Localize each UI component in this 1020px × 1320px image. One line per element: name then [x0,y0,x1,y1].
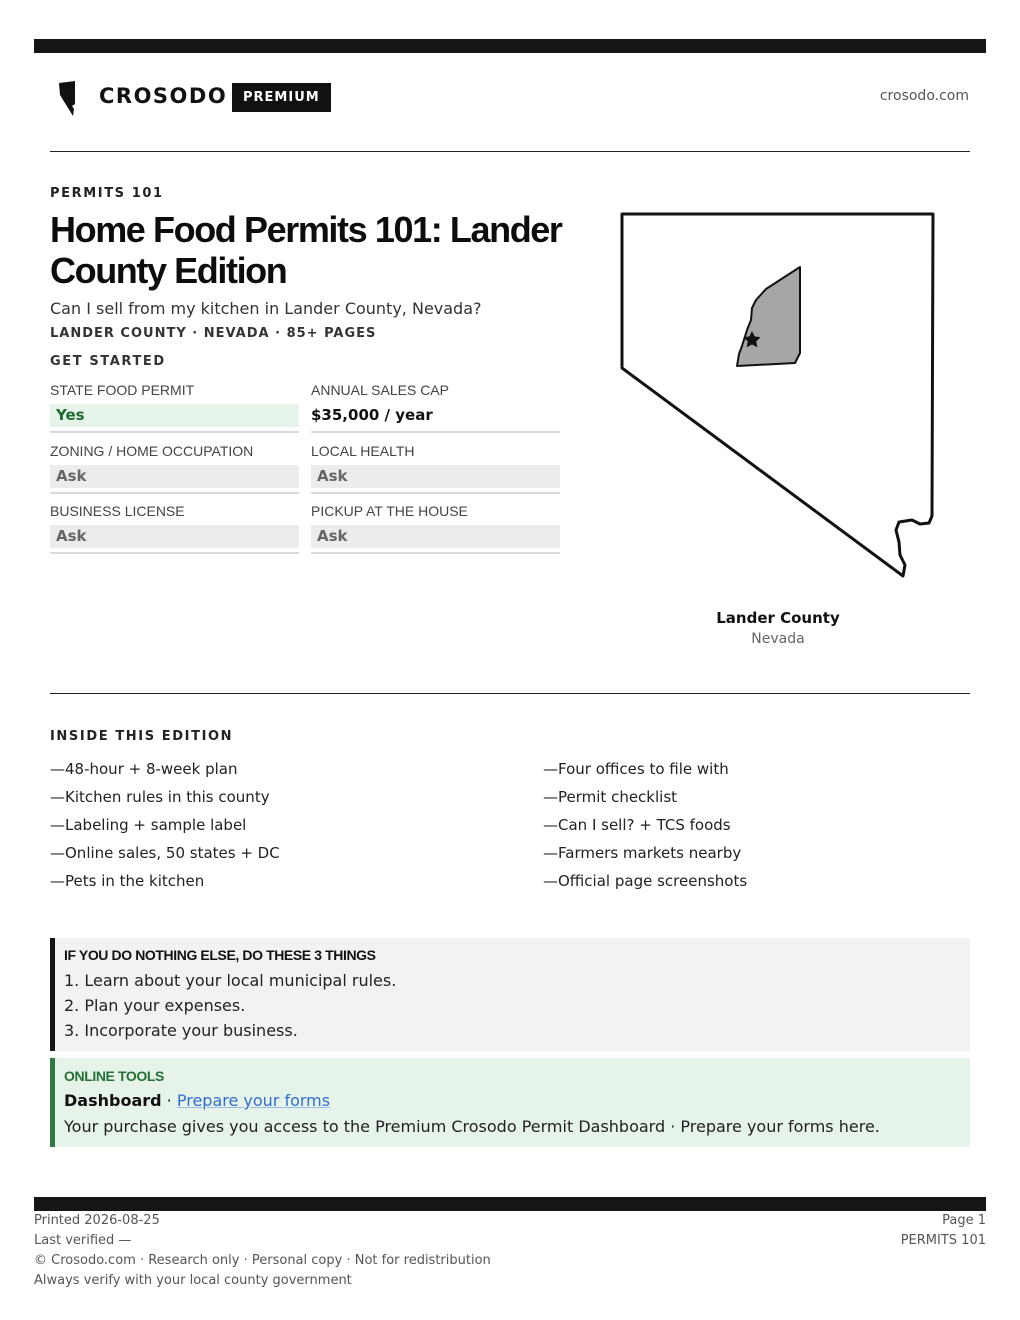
inside-heading: INSIDE THIS EDITION [50,729,234,744]
footer-verified: Last verified — [34,1233,132,1248]
brand-name[interactable]: CROSODO [99,84,228,108]
section-eyebrow: PERMITS 101 [50,186,164,201]
site-url[interactable]: crosodo.com [879,88,969,104]
footer-copyright: © Crosodo.com · Research only · Personal copy · Not for redistribution [34,1253,491,1268]
field-pickup [311,502,560,554]
inside-list-right [543,759,963,899]
status-badge: Ask [311,465,560,488]
field-label: PICKUP AT THE HOUSE [311,503,468,519]
header-divider [50,151,970,152]
premium-badge: PREMIUM [232,83,331,112]
get-started-heading: GET STARTED [50,354,166,369]
field-label: BUSINESS LICENSE [50,503,185,519]
section-divider [50,693,970,694]
footer-verify-note: Always verify with your local county government [34,1273,352,1288]
status-badge: Ask [311,525,560,548]
field-label: ANNUAL SALES CAP [311,382,449,398]
list-item: —Four offices to file with [543,760,729,778]
field-underline [50,492,299,494]
field-local-health [311,442,560,494]
page-title: Home Food Permits 101: Lander County Edition [50,209,562,291]
edition-meta: LANDER COUNTY · NEVADA · 85+ PAGES [50,326,377,341]
status-badge: Ask [50,525,299,548]
nevada-outline [622,214,933,576]
footer-printed: Printed 2026-08-25 [34,1213,160,1228]
page-subtitle: Can I sell from my kitchen in Lander County, Nevada? [50,299,482,318]
dashboard-label: Dashboard [64,1091,162,1110]
status-badge: Yes [50,404,299,427]
header [50,78,970,118]
map-county-label: Lander County [716,609,840,627]
list-item: —Online sales, 50 states + DC [50,844,280,862]
callout-title: IF YOU DO NOTHING ELSE, DO THESE 3 THINGS [64,947,376,963]
bottom-bar [34,1197,986,1211]
list-item: —Can I sell? + TCS foods [543,816,731,834]
checklist-item: 2. Plan your expenses. [64,996,246,1015]
field-underline [50,431,299,433]
must-do-callout [50,938,970,1051]
footer-page: Page 1 [942,1213,986,1228]
field-underline [50,552,299,554]
field-zoning [50,442,299,494]
field-business-license [50,502,299,554]
status-badge: Ask [50,465,299,488]
tools-description: Your purchase gives you access to the Premium Crosodo Permit Dashboard · Prepare your forms here. [64,1117,880,1136]
checklist-item: 3. Incorporate your business. [64,1021,298,1040]
list-item: —Pets in the kitchen [50,872,205,890]
nevada-shape-icon [58,80,82,116]
list-item: —Kitchen rules in this county [50,788,270,806]
tools-line [64,1088,970,1114]
field-label: STATE FOOD PERMIT [50,382,195,398]
field-label: ZONING / HOME OCCUPATION [50,443,254,459]
field-annual-sales-cap [311,381,560,433]
footer-section: PERMITS 101 [900,1233,986,1248]
separator: · [161,1091,177,1110]
field-underline [311,552,560,554]
field-underline [311,431,560,433]
field-label: LOCAL HEALTH [311,443,415,459]
callout-title: ONLINE TOOLS [64,1068,164,1084]
map-state-label: Nevada [751,631,805,647]
prepare-forms-link[interactable]: Prepare your forms [176,1091,331,1110]
field-value: $35,000 / year [311,406,433,424]
list-item: —Permit checklist [543,788,678,806]
online-tools-callout [50,1058,970,1147]
nevada-map [618,210,938,582]
field-state-food-permit [50,381,299,433]
checklist-item: 1. Learn about your local municipal rules. [64,971,397,990]
list-item: —Official page screenshots [543,872,748,890]
list-item: —48-hour + 8-week plan [50,760,238,778]
field-underline [311,492,560,494]
list-item: —Farmers markets nearby [543,844,742,862]
inside-list-left [50,759,470,899]
list-item: —Labeling + sample label [50,816,247,834]
top-bar [34,39,986,53]
